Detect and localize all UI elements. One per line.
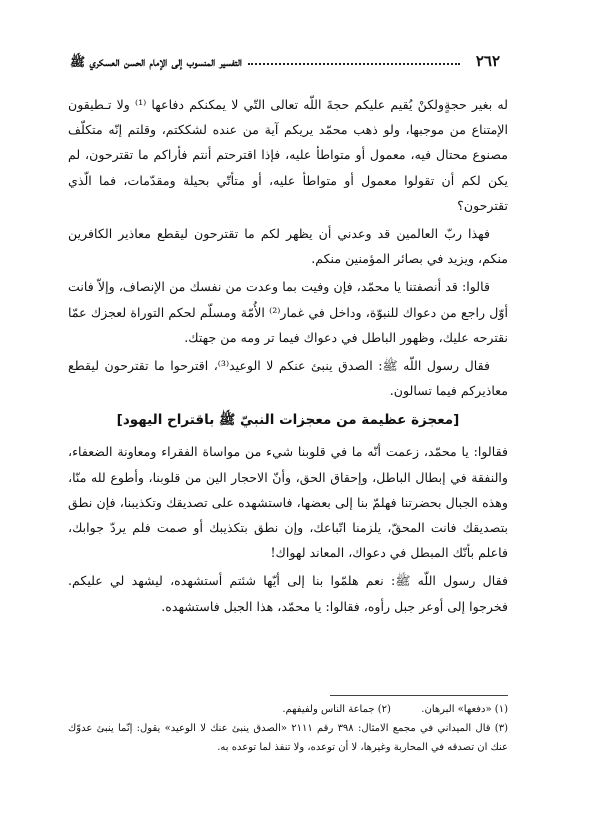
paragraph-6: فقال رسول اللّه ﷺ: نعم هلمّوا بنا إلى أيّها شئتم أستشهده، ليشهد لي عليكم. فخرجوا إلى أوعر جبل رأوه، فقالوا: يا محمّد، هذا الجبل فاستشهده. [68, 573, 508, 614]
running-header [70, 52, 500, 76]
footnote-2: (٢) جماعة الناس ولفيفهم. [282, 704, 391, 715]
header-dotted-rule [248, 63, 460, 65]
footnote-3: (٣) قال الميداني في مجمع الامثال: ٣٩٨ رقم ٢١١١ «الصدق ينبئ عنك لا الوعيد» يقول: إنّما ينبئ عدوّك عنك ان تصدقه في المحاربة وغيرها، لا أن توعده، ولا تنفذ لما توعده به. [68, 723, 508, 753]
paragraph-5: فقالوا: يا محمّد، زعمت أنّه ما في قلوبنا شيء من مواساة الفقراء ومعاونة الضعفاء، والنفقة في إبطال الباطل، وإحقاق الحق، وأنّ الاحجار الين من قلوبنا، وأطوع لله منّا، وهذه الجبال بحضرتنا فهلمّ بنا إلى بعضها، فاستشهده على تصديقك وتكذيبنا، فإن نطق بتصديقك فانت المحقّ، يلزمنا اتّباعك، وإن نطق بتكذيبك أو صمت فلم يردّ جوابك، فاعلم بأنّك المبطل في دعواك، المعاند لهواك! [68, 444, 508, 561]
footnote-separator [330, 695, 508, 696]
page-number: ٢٦٢ [475, 52, 500, 70]
paragraph-4: فقال رسول اللّه ﷺ: الصدق ينبئ عنكم لا الوعيد⁽³⁾، اقترحوا ما تقترحون ليقطع معاذيركم فيما تسالون. [68, 358, 508, 399]
paragraph-2: فهذا ربّ العالمين قد وعدني أن يظهر لكم ما تقترحون ليقطع معاذير الكافرين منكم، ويزيد في بصائر المؤمنين منكم. [68, 226, 508, 267]
paragraph-3: قالوا: قد أنصفتنا يا محمّد، فإن وفيت بما وعدت من نفسك من الإنصاف، وإلاّ فانت أوّل راجع من دعواك للنبوّة، وداخل في غمار⁽²⁾ الأُمّة ومسلّم لحكم التوراة لعجزك عمّا نقترحه عليك، وظهور الباطل في دعواك فيما تر ومه من جهتك. [68, 279, 508, 345]
footnote-1: (١) «دفعها» البرهان. [421, 704, 508, 715]
footnote-row-1-2 [68, 700, 508, 719]
paragraph-1: له بغير حجةٍولكنْ يُقيم عليكم حجةَ اللّه تعالى التّي لا يمكنكم دفاعها ⁽¹⁾ ولا تـطيقون الإمتناع من موجبها، ولو ذهب محمّد يريكم آية من عنده لشككتم، وقلتم إنّه متكلّف مصنوع محتال فيه، معمول أو متواطأ عليه، فإذا اقترحتم أنتم فأراكم ما تقترحون، لم يكن لكم أن تقولوا معمول أو متواطأ عليه، أو متأتّي بحيلة ومقدّمات، فما الّذي تقترحون؟ [68, 97, 508, 213]
section-heading: [معجزة عظيمة من معجزات النبيّ ﷺ باقتراح اليهود] [116, 412, 460, 429]
running-title: التفسير المنسوب إلى الإمام الحسن العسكري ﷺ [70, 54, 242, 69]
footnotes [68, 700, 508, 757]
body-text [68, 92, 508, 622]
